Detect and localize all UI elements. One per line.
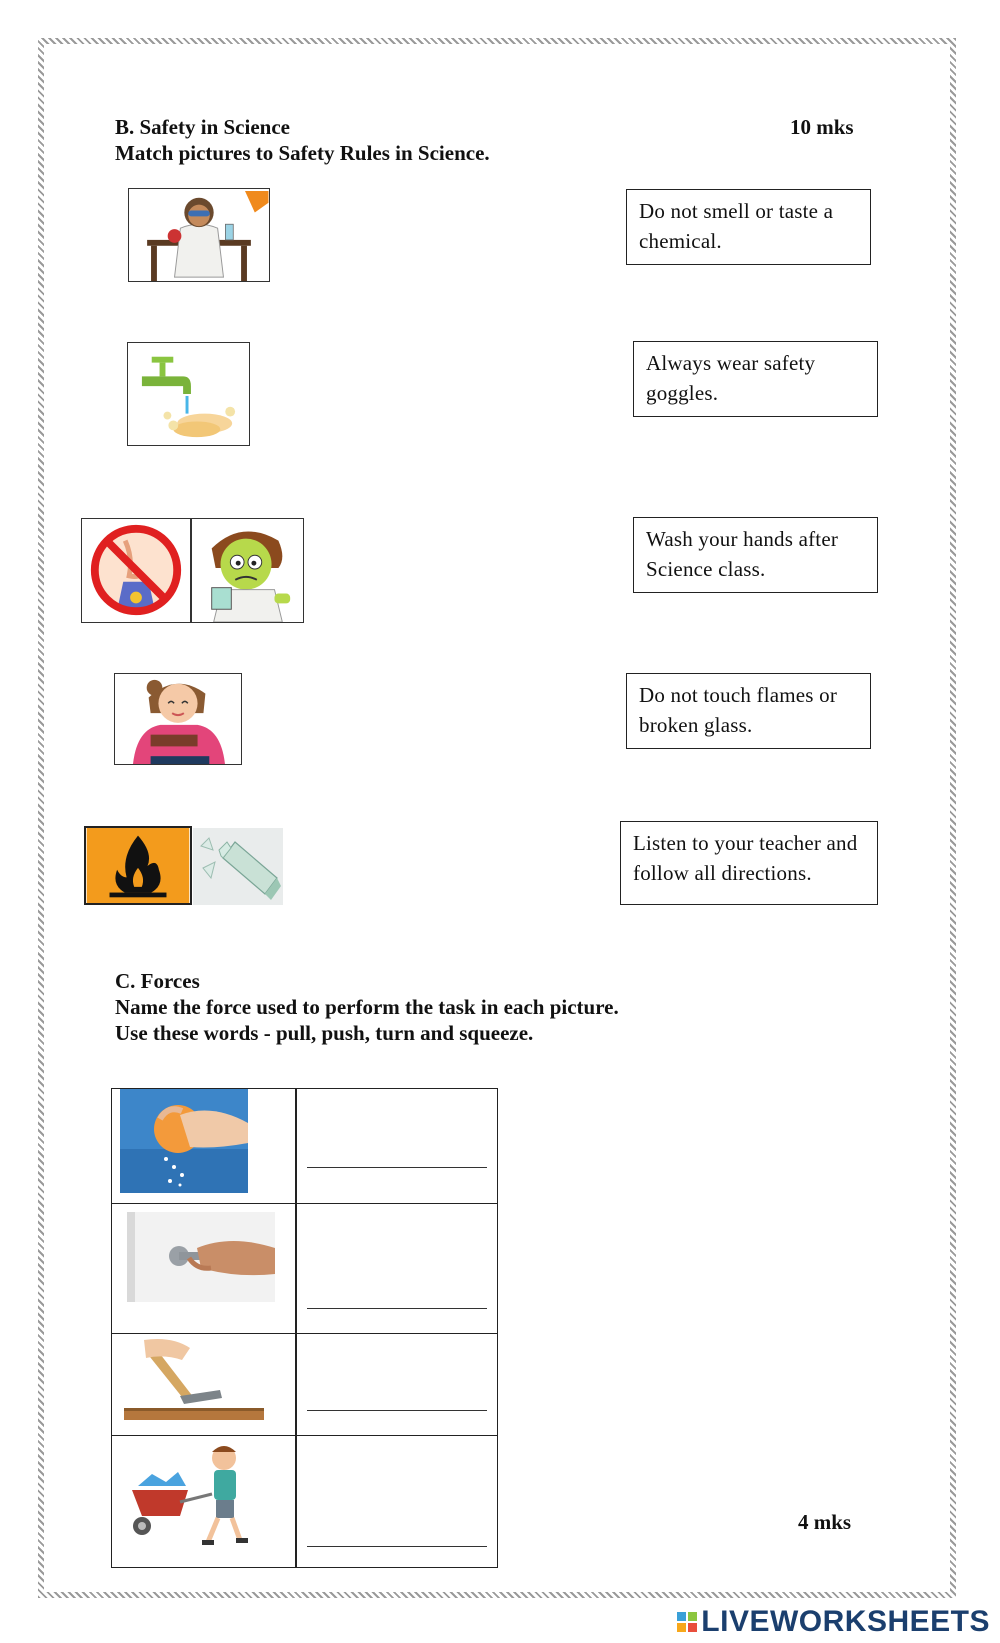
turn-doorknob-picture xyxy=(127,1212,275,1302)
section-b-title: B. Safety in Science xyxy=(115,115,290,139)
table-row-turn xyxy=(112,1203,497,1333)
broken-glass-picture[interactable] xyxy=(193,828,283,905)
rule-box-smell[interactable] xyxy=(626,189,871,265)
rule-box-goggles[interactable] xyxy=(633,341,878,417)
squeezing-hand-icon xyxy=(120,1089,248,1193)
rule-text-listen-teacher: Listen to your teacher and follow all directions. xyxy=(633,831,858,885)
goggles-scientist-picture[interactable] xyxy=(128,188,270,282)
answer-line-4[interactable] xyxy=(307,1546,487,1547)
scientist-icon xyxy=(129,189,269,281)
broken-glass-icon xyxy=(193,828,283,905)
table-row-squeeze xyxy=(112,1089,497,1203)
rule-text-wash-hands: Wash your hands after Science class. xyxy=(646,527,839,581)
wheelbarrow-boy-icon xyxy=(122,1442,262,1552)
liveworksheets-logo xyxy=(677,1605,990,1639)
rule-text-smell: Do not smell or taste a chemical. xyxy=(639,199,834,253)
answer-line-2[interactable] xyxy=(307,1308,487,1309)
section-c-title: C. Forces xyxy=(115,969,200,993)
rule-box-wash-hands[interactable] xyxy=(633,517,878,593)
tap-hands-icon xyxy=(128,343,249,445)
rule-text-flames-glass: Do not touch flames or broken glass. xyxy=(639,683,838,737)
table-row-pull xyxy=(112,1333,497,1435)
rule-box-listen-teacher[interactable] xyxy=(620,821,878,905)
section-b-marks: 10 mks xyxy=(790,115,854,139)
push-wheelbarrow-picture xyxy=(122,1442,262,1552)
hammer-pull-icon xyxy=(124,1338,274,1428)
section-b-instruction: Match pictures to Safety Rules in Science. xyxy=(115,141,490,165)
no-smell-icon xyxy=(82,519,190,622)
logo-squares-icon xyxy=(677,1612,697,1632)
squeeze-orange-picture xyxy=(120,1089,248,1193)
woman-icon xyxy=(115,674,241,764)
rule-text-goggles: Always wear safety goggles. xyxy=(646,351,816,405)
flame-sign-picture[interactable] xyxy=(84,826,192,905)
logo-text: LIVEWORKSHEETS xyxy=(701,1605,990,1638)
doorknob-hand-icon xyxy=(127,1212,275,1302)
sick-boy-icon xyxy=(192,519,303,622)
listening-teacher-picture[interactable] xyxy=(114,673,242,765)
forces-table xyxy=(111,1088,498,1568)
rule-box-flames-glass[interactable] xyxy=(626,673,871,749)
section-c-instruction-2: Use these words - pull, push, turn and squeeze. xyxy=(115,1021,534,1045)
no-smell-picture[interactable] xyxy=(81,518,191,623)
section-c-instruction-1: Name the force used to perform the task in each picture. xyxy=(115,995,619,1019)
answer-line-1[interactable] xyxy=(307,1167,487,1168)
section-c-marks: 4 mks xyxy=(798,1510,852,1534)
answer-line-3[interactable] xyxy=(307,1410,487,1411)
tasting-chemical-picture[interactable] xyxy=(191,518,304,623)
pull-nail-picture xyxy=(124,1338,274,1428)
flame-icon xyxy=(86,828,190,903)
table-row-push xyxy=(112,1435,497,1569)
washing-hands-picture[interactable] xyxy=(127,342,250,446)
